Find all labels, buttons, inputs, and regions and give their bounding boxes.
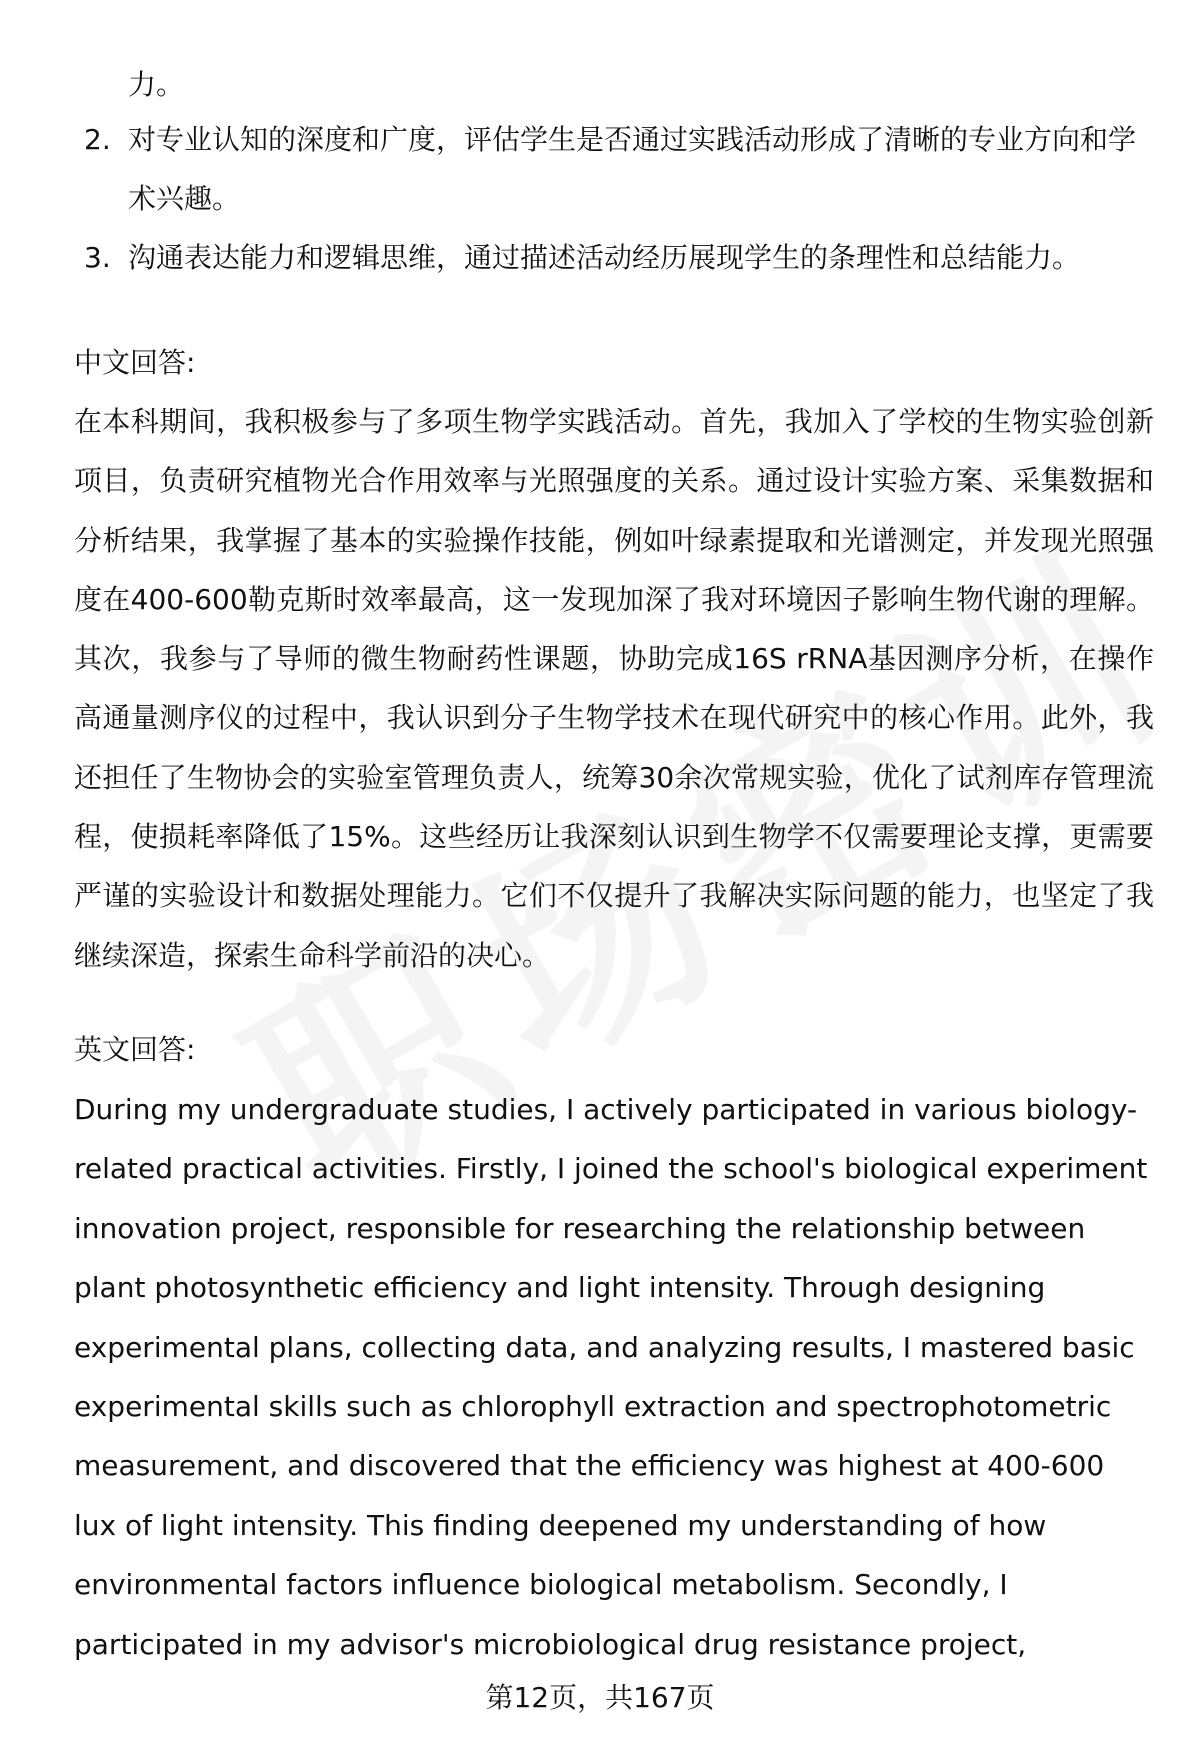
list-item-text: 对专业认知的深度和广度，评估学生是否通过实践活动形成了清晰的专业方向和学术兴趣。	[128, 123, 1137, 215]
list-item-text: 沟通表达能力和逻辑思维，通过描述活动经历展现学生的条理性和总结能力。	[128, 241, 1081, 274]
criteria-continuation	[74, 55, 184, 114]
criteria-top-line: 力。	[128, 68, 185, 101]
chinese-answer-paragraph: 在本科期间，我积极参与了多项生物学实践活动。首先，我加入了学校的生物实验创新项目，负责研究植物光合作用效率与光照强度的关系。通过设计实验方案、采集数据和分析结果，我掌握了基本的实验操作技能，例如叶绿素提取和光谱测定，并发现光照强度在400-600勒克斯时效率最高，这一发现加深了我对环境因子影响生物代谢的理解。其次，我参与了导师的微生物耐药性课题，协助完成16S rRNA基因测序分析，在操作高通量测序仪的过程中，我认识到分子生物学技术在现代研究中的核心作用。此外，我还担任了生物协会的实验室管理负责人，统筹30余次常规实验，优化了试剂库存管理流程，使损耗率降低了15%。这些经历让我深刻认识到生物学不仅需要理论支撑，更需要严谨的实验设计和数据处理能力。它们不仅提升了我解决实际问题的能力，也坚定了我继续深造，探索生命科学前沿的决心。	[74, 405, 1154, 972]
list-item	[74, 228, 1154, 287]
page-number-footer: 第12页，共167页	[485, 1681, 715, 1714]
chinese-answer-heading: 中文回答:	[74, 346, 196, 379]
list-number: 2.	[84, 123, 111, 156]
criteria-list	[74, 110, 1154, 287]
list-number: 3.	[84, 241, 111, 274]
list-item	[74, 110, 1154, 228]
english-answer-heading: 英文回答:	[74, 1033, 196, 1066]
english-answer-paragraph: During my undergraduate studies, I actively participated in various biology-related practical activities. Firstly, I joined the school's biological experiment innovation project, responsible for researching the relationship between plant photosynthetic efficiency and light intensity. Through designing experimental plans, collecting data, and analyzing results, I mastered basic experimental skills such as chlorophyll extraction and spectrophotometric measurement, and discovered that the efficiency was highest at 400-600 lux of light intensity. This finding deepened my understanding of how environmental factors influence biological metabolism. Secondly, I participated in my advisor's microbiological drug resistance project,	[74, 1093, 1148, 1661]
